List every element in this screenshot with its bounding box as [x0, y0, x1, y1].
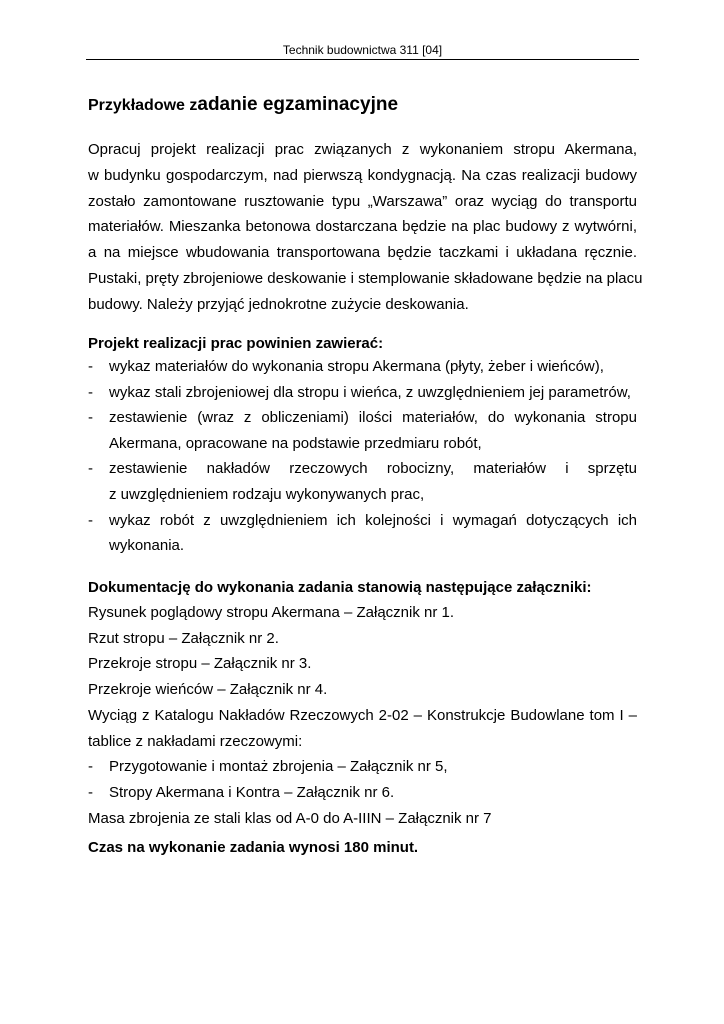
- list-item-line: Akermana, opracowane na podstawie przedmiaru robót,: [109, 434, 482, 452]
- list-dash: -: [88, 758, 93, 776]
- attachments-heading: Dokumentację do wykonania zadania stanowią następujące załączniki:: [88, 579, 592, 596]
- attachment-line: Wyciąg z Katalogu Nakładów Rzeczowych 2-02 – Konstrukcje Budowlane tom I –: [88, 706, 637, 724]
- list-item: [88, 754, 637, 780]
- list-item-line: Przygotowanie i montaż zbrojenia – Załącznik nr 5,: [109, 758, 448, 776]
- attachment-line: Rzut stropu – Załącznik nr 2.: [88, 629, 279, 647]
- title-part-2: adanie egzaminacyjne: [197, 94, 399, 115]
- list-dash: -: [88, 409, 93, 427]
- description-line: budowy. Należy przyjąć jednokrotne zużycie deskowania.: [88, 295, 469, 313]
- list-item-line: wykaz materiałów do wykonania stropu Akermana (płyty, żeber i wieńców),: [109, 358, 604, 375]
- header-rule: [86, 59, 639, 60]
- list-item-line: Stropy Akermana i Kontra – Załącznik nr 6.: [109, 783, 395, 801]
- list-item-line: zestawienie (wraz z obliczeniami) ilości materiałów, do wykonania stropu: [109, 409, 637, 427]
- attachment-sub-list: [88, 754, 637, 805]
- description-line: a na miejsce wbudowania transportowana będzie taczkami i układana ręcznie.: [88, 244, 637, 262]
- time-note: Czas na wykonanie zadania wynosi 180 minut.: [88, 839, 419, 856]
- task-description: [88, 137, 643, 318]
- scope-list: [88, 354, 637, 559]
- page-header: Technik budownictwa 311 [04]: [282, 43, 443, 57]
- description-line: Pustaki, pręty zbrojeniowe deskowanie i stemplowanie składowane będzie na placu: [88, 269, 643, 287]
- list-item-line: z uwzględnieniem rodzaju wykonywanych prac,: [109, 485, 425, 503]
- attachment-line: Masa zbrojenia ze stali klas od A-0 do A-IIIN – Załącznik nr 7: [88, 809, 492, 827]
- attachment-line: tablice z nakładami rzeczowymi:: [88, 732, 303, 750]
- description-line: Opracuj projekt realizacji prac związanych z wykonaniem stropu Akermana,: [88, 141, 637, 158]
- attachment-line: Przekroje wieńców – Załącznik nr 4.: [88, 681, 328, 699]
- list-dash: -: [88, 783, 93, 801]
- list-item: [88, 405, 637, 456]
- list-item: [88, 456, 637, 507]
- list-item-line: wykaz stali zbrojeniowej dla stropu i wieńca, z uwzględnieniem jej parametrów,: [109, 383, 631, 401]
- list-dash: -: [88, 460, 93, 478]
- list-item-line: wykonania.: [109, 537, 185, 555]
- title-part-1: Przykładowe z: [88, 97, 198, 114]
- list-item: [88, 508, 637, 559]
- attachment-line: Rysunek poglądowy stropu Akermana – Załącznik nr 1.: [88, 604, 455, 621]
- attachments-list: [88, 600, 637, 831]
- list-item-line: zestawienie nakładów rzeczowych robocizny, materiałów i sprzętu: [109, 460, 637, 478]
- scope-heading: Projekt realizacji prac powinien zawierać:: [88, 335, 384, 352]
- attachment-line: Przekroje stropu – Załącznik nr 3.: [88, 655, 312, 673]
- list-dash: -: [88, 383, 93, 401]
- list-item-line: wykaz robót z uwzględnieniem ich kolejności i wymagań dotyczących ich: [109, 511, 637, 529]
- description-line: zostało zamontowane rusztowanie typu „Warszawa” oraz wyciąg do transportu: [88, 192, 637, 210]
- list-dash: -: [88, 511, 93, 529]
- list-item: [88, 780, 637, 806]
- list-dash: -: [88, 358, 93, 375]
- description-line: materiałów. Mieszanka betonowa dostarczana będzie na plac budowy z wytwórni,: [88, 218, 637, 236]
- page-title: [88, 93, 398, 118]
- list-item: [88, 380, 637, 406]
- description-line: w budynku gospodarczym, nad pierwszą kondygnacją. Na czas realizacji budowy: [88, 166, 637, 184]
- list-item: [88, 354, 637, 380]
